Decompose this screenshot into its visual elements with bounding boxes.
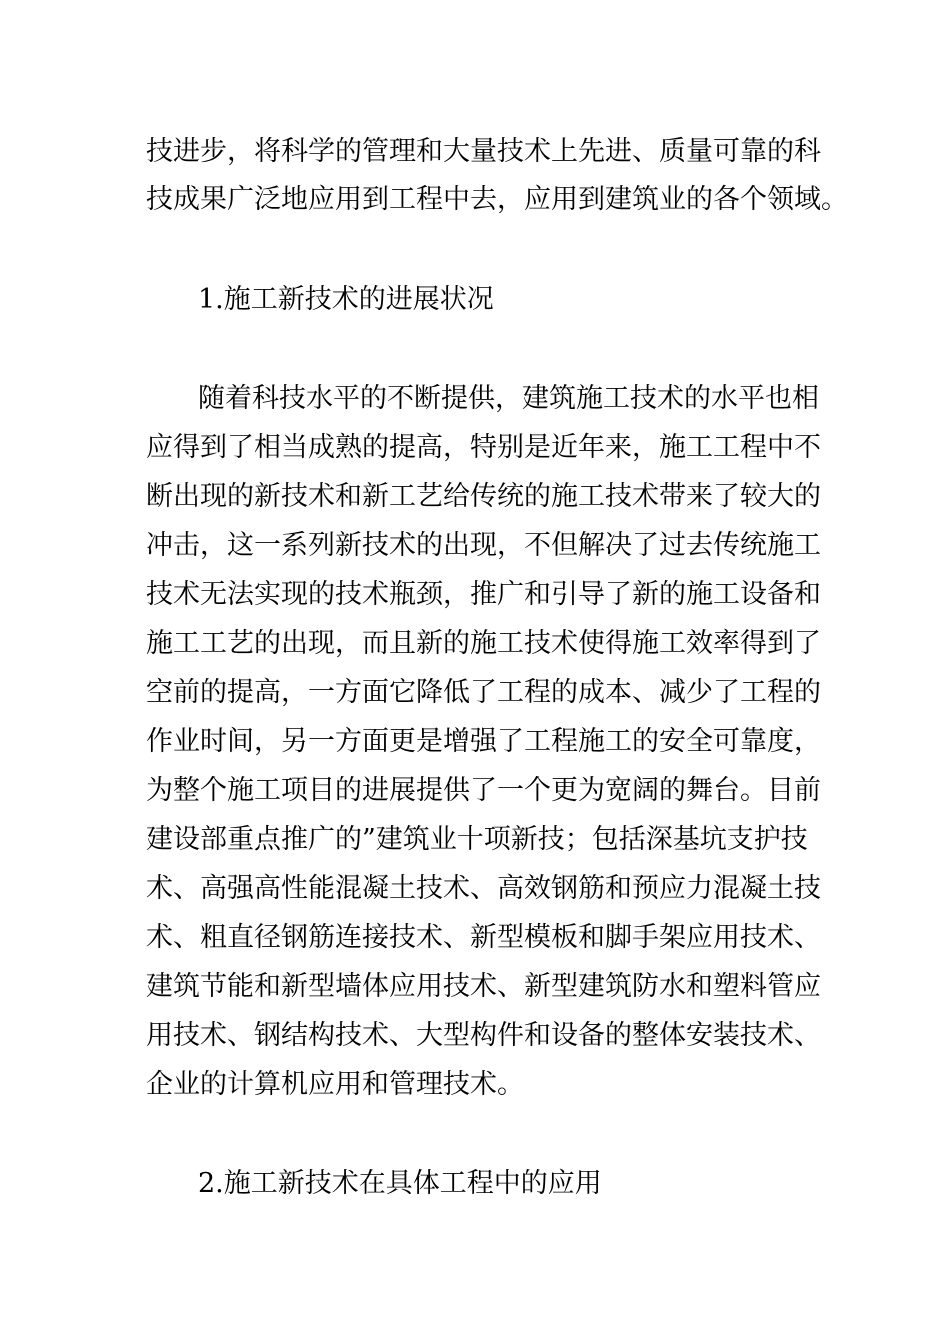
text-line: 用技术、钢结构技术、大型构件和设备的整体安装技术、 (146, 1020, 821, 1051)
text-line: 断出现的新技术和新工艺给传统的施工技术带来了较大的 (146, 481, 821, 512)
text-line: 随着科技水平的不断提供，建筑施工技术的水平也相 (198, 383, 819, 414)
text-line: 建筑节能和新型墙体应用技术、新型建筑防水和塑料管应 (146, 971, 821, 1002)
text-line: 为整个施工项目的进展提供了一个更为宽阔的舞台。目前 (146, 775, 821, 806)
text-line: 施工工艺的出现，而且新的施工技术使得施工效率得到了 (146, 628, 821, 659)
text-line: 企业的计算机应用和管理技术。 (146, 1069, 524, 1100)
text-line: 技术无法实现的技术瓶颈，推广和引导了新的施工设备和 (146, 579, 821, 610)
text-line: 术、高强高性能混凝土技术、高效钢筋和预应力混凝土技 (146, 873, 821, 904)
text-line: 术、粗直径钢筋连接技术、新型模板和脚手架应用技术、 (146, 922, 821, 953)
text-line: 技成果广泛地应用到工程中去，应用到建筑业的各个领域。 (146, 184, 848, 215)
text-line: 应得到了相当成熟的提高，特别是近年来，施工工程中不 (146, 432, 821, 463)
section-heading-2: 2.施工新技术在具体工程中的应用 (198, 1168, 602, 1199)
text-line: 技进步，将科学的管理和大量技术上先进、质量可靠的科 (146, 136, 821, 167)
text-line: 空前的提高，一方面它降低了工程的成本、减少了工程的 (146, 677, 821, 708)
text-line: 作业时间，另一方面更是增强了工程施工的安全可靠度， (146, 726, 821, 757)
text-line: 建设部重点推广的”建筑业十项新技；包括深基坑支护技 (146, 824, 808, 855)
text-line: 冲击，这一系列新技术的出现，不但解决了过去传统施工 (146, 530, 821, 561)
section-heading-1: 1.施工新技术的进展状况 (198, 284, 494, 315)
